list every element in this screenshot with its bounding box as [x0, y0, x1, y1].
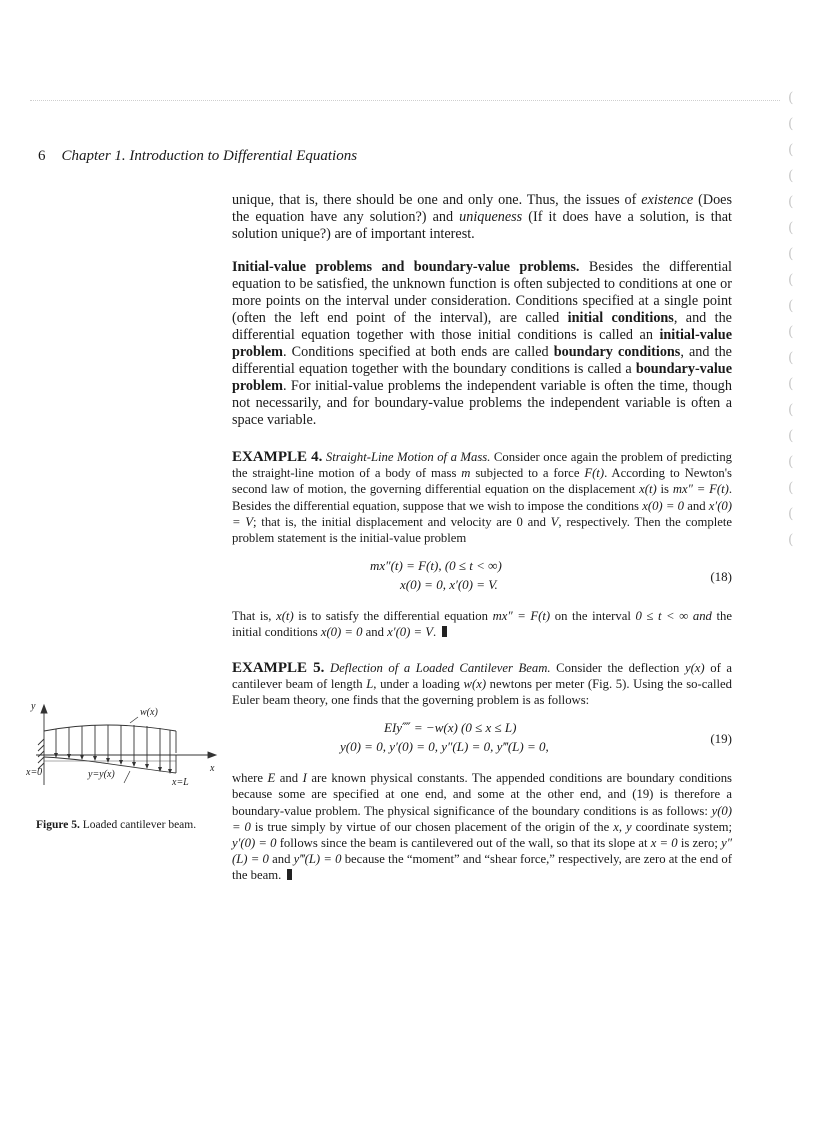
intro-paragraph [232, 192, 732, 243]
text-run: subjected to a force [470, 466, 585, 481]
emphasis: and [692, 609, 712, 624]
end-of-example-mark [442, 626, 447, 637]
text-run: follows since the beam is cantilevered out of the wall, so that its slope at [276, 836, 651, 851]
text-run: Besides the differential equation to be satisfied, the unknown function is often subjected to conditions at one or more points on the interval under consideration. Conditions specified at a single point (often the left end point of the interval), are called [232, 259, 733, 326]
main-text-column [232, 192, 732, 884]
cantilever-diagram [26, 695, 226, 815]
math-inline: 0 ≤ t < ∞ [635, 609, 689, 624]
load-arrowhead [67, 754, 71, 759]
math-inline: x′(0) = V [387, 625, 434, 640]
x-axis-arrowhead [208, 752, 216, 758]
margin-mark: ( [788, 142, 794, 158]
label-y: y [31, 701, 36, 712]
margin-mark: ( [788, 298, 794, 314]
text-run: where [232, 771, 268, 786]
text-run: and [268, 852, 294, 867]
text-run: , under a loading [373, 676, 464, 691]
math-inline: y‴(L) = 0 [293, 852, 342, 867]
text-run: is to satisfy the differential equation [293, 609, 493, 624]
text-run: , and the differential equation together with the boundary conditions is called a [232, 344, 732, 377]
equation-number: (19) [710, 731, 732, 747]
wall-hatch [38, 751, 44, 757]
term-initial-conditions: initial conditions [567, 310, 674, 326]
margin-mark: ( [788, 324, 794, 340]
load-arrowhead [132, 762, 136, 767]
term-uniqueness: uniqueness [459, 209, 523, 225]
text-run: (If it does have a solution, is that solution unique?) are of important interest. [232, 209, 732, 242]
y-leader-line [124, 771, 130, 783]
math-inline: m [461, 466, 471, 481]
math-inline: x, y [613, 819, 632, 834]
page-number: 6 [38, 148, 46, 164]
margin-mark: ( [788, 376, 794, 392]
margin-mark: ( [788, 90, 794, 106]
math-inline: x(0) = 0 [642, 498, 685, 513]
wall-hatch [38, 745, 44, 751]
text-run: is true simply by virtue of our chosen placement of the origin of the [250, 819, 614, 834]
text-run: , respectively. Then the complete problem statement is the initial-value problem [232, 514, 733, 546]
wall-hatch [38, 739, 44, 745]
margin-mark: ( [788, 480, 794, 496]
math-inline: x′(0) = V [232, 498, 732, 529]
caption-text: Loaded cantilever beam. [79, 819, 197, 831]
label-xL: x=L [172, 777, 189, 788]
equation-line: y(0) = 0, y′(0) = 0, y″(L) = 0, y‴(L) = 0, [340, 739, 549, 755]
math-inline: w(x) [463, 676, 487, 691]
load-curve-w [44, 725, 176, 731]
load-arrowhead [168, 769, 172, 774]
margin-mark: ( [788, 506, 794, 522]
text-run: , and the differential equation together with those initial conditions is called an [232, 310, 732, 343]
text-run: newtons per meter (Fig. 5). Using the so-called Euler beam theory, one finds that the governing problem is as follows: [232, 676, 732, 708]
equation-line: mx″(t) = F(t), (0 ≤ t < ∞) [370, 558, 502, 574]
math-inline: mx″ = F(t) [672, 482, 729, 497]
margin-mark: ( [788, 168, 794, 184]
text-run: . Conditions specified at both ends are called [282, 344, 554, 360]
text-run: and [362, 625, 388, 640]
math-inline: y″(L) = 0 [232, 836, 732, 867]
math-inline: mx″ = F(t) [492, 609, 551, 624]
text-run: (Does the equation have any solution?) and [232, 192, 732, 225]
text-run: are known physical constants. The appended conditions are boundary conditions because some are specified at one end, and some at the other end, and (19) is therefore a boundary-value problem. The physical significance of the boundary conditions is as follows: [232, 771, 732, 818]
text-run: . [433, 625, 437, 640]
load-arrowhead [93, 756, 97, 761]
text-run: coordinate system; [631, 819, 732, 834]
equation-line: EIy⁗ = −w(x) (0 ≤ x ≤ L) [384, 720, 517, 736]
label-x0: x=0 [26, 767, 43, 778]
text-run: Consider the deflection [550, 660, 685, 675]
text-run: on the interval [550, 609, 636, 624]
text-run: Consider once again the problem of predicting the straight-line motion of a body of mass [232, 450, 733, 481]
wall-hatch [38, 757, 44, 763]
text-run: because the “moment” and “shear force,” respectively, are zero at the end of the beam. [232, 852, 733, 883]
example5-paragraph [232, 660, 732, 709]
example-title: Straight-Line Motion of a Mass. [325, 450, 491, 464]
load-arrowhead [106, 758, 110, 763]
end-of-example-mark [287, 869, 292, 880]
text-run: ; that is, the initial displacement and velocity are 0 and [253, 514, 551, 529]
margin-mark: ( [788, 454, 794, 470]
label-yyx: y=y(x) [88, 769, 115, 780]
example4-paragraph [232, 449, 732, 546]
w-leader-line [130, 717, 138, 723]
equation-18 [232, 558, 732, 596]
text-run: of a cantilever beam of length [232, 660, 733, 691]
ivp-bvp-paragraph [232, 259, 732, 429]
example4-conclusion [232, 608, 732, 640]
text-run: the initial conditions [232, 609, 732, 640]
load-arrowhead [145, 764, 149, 769]
equation-line: x(0) = 0, x′(0) = V. [400, 577, 498, 593]
text-run: That is, [232, 609, 277, 624]
label-w: w(x) [140, 707, 158, 718]
text-run: . According to Newton's second law of motion, the governing differential equation on the displacement [232, 466, 732, 497]
running-header [38, 148, 357, 165]
margin-mark: ( [788, 532, 794, 548]
math-inline: E [267, 771, 276, 786]
example5-explanation [232, 770, 732, 883]
margin-mark: ( [788, 220, 794, 236]
math-inline: x(0) = 0 [320, 625, 363, 640]
example-title: Deflection of a Loaded Cantilever Beam. [329, 660, 551, 675]
math-inline: x(t) [639, 482, 657, 497]
margin-mark: ( [788, 350, 794, 366]
margin-mark: ( [788, 272, 794, 288]
math-inline: y′(0) = 0 [232, 836, 277, 851]
math-inline: y(0) = 0 [232, 803, 732, 834]
load-arrowhead [119, 760, 123, 765]
math-inline: L [366, 676, 374, 691]
text-run: and [275, 771, 303, 786]
term-initial-value-problem: initial-value problem [232, 327, 732, 360]
load-arrowhead [80, 755, 84, 760]
math-inline: x(t) [276, 609, 294, 624]
margin-mark: ( [788, 194, 794, 210]
math-inline: V [550, 514, 559, 529]
margin-mark: ( [788, 428, 794, 444]
figure-5-cantilever-beam [26, 695, 226, 815]
text-run: unique, that is, there should be one and only one. Thus, the issues of [232, 192, 642, 208]
margin-mark: ( [788, 116, 794, 132]
equation-number: (18) [710, 569, 732, 585]
math-inline: F(t) [584, 466, 605, 481]
example-label: EXAMPLE 5. [232, 659, 325, 676]
math-inline: x = 0 [650, 836, 678, 851]
text-run: and [684, 498, 709, 513]
math-inline: I [302, 771, 307, 786]
term-boundary-conditions: boundary conditions [553, 344, 681, 360]
term-boundary-value-problem: boundary-value problem [232, 361, 732, 394]
margin-mark: ( [788, 402, 794, 418]
term-existence: existence [641, 192, 694, 208]
math-inline: y(x) [684, 660, 705, 675]
running-title: Chapter 1. Introduction to Differential Equations [61, 148, 358, 164]
text-run: is [656, 482, 673, 497]
section-heading: Initial-value problems and boundary-value problems. [232, 259, 580, 275]
text-run: . Besides the differential equation, suppose that we wish to impose the conditions [232, 482, 732, 513]
label-x: x [210, 763, 215, 774]
y-axis-arrowhead [41, 705, 47, 713]
margin-mark: ( [788, 246, 794, 262]
caption-label: Figure 5. [36, 819, 80, 831]
text-run: . For initial-value problems the independent variable is often the time, though not necessarily, and for boundary-value problems the independent variable is often a space variable. [232, 378, 732, 428]
scan-artifact-line [30, 100, 780, 101]
equation-19 [232, 720, 732, 758]
margin-scan-marks [788, 90, 808, 990]
figure-5-caption [36, 819, 196, 831]
text-run: is zero; [677, 836, 722, 851]
example-label: EXAMPLE 4. [232, 449, 323, 465]
